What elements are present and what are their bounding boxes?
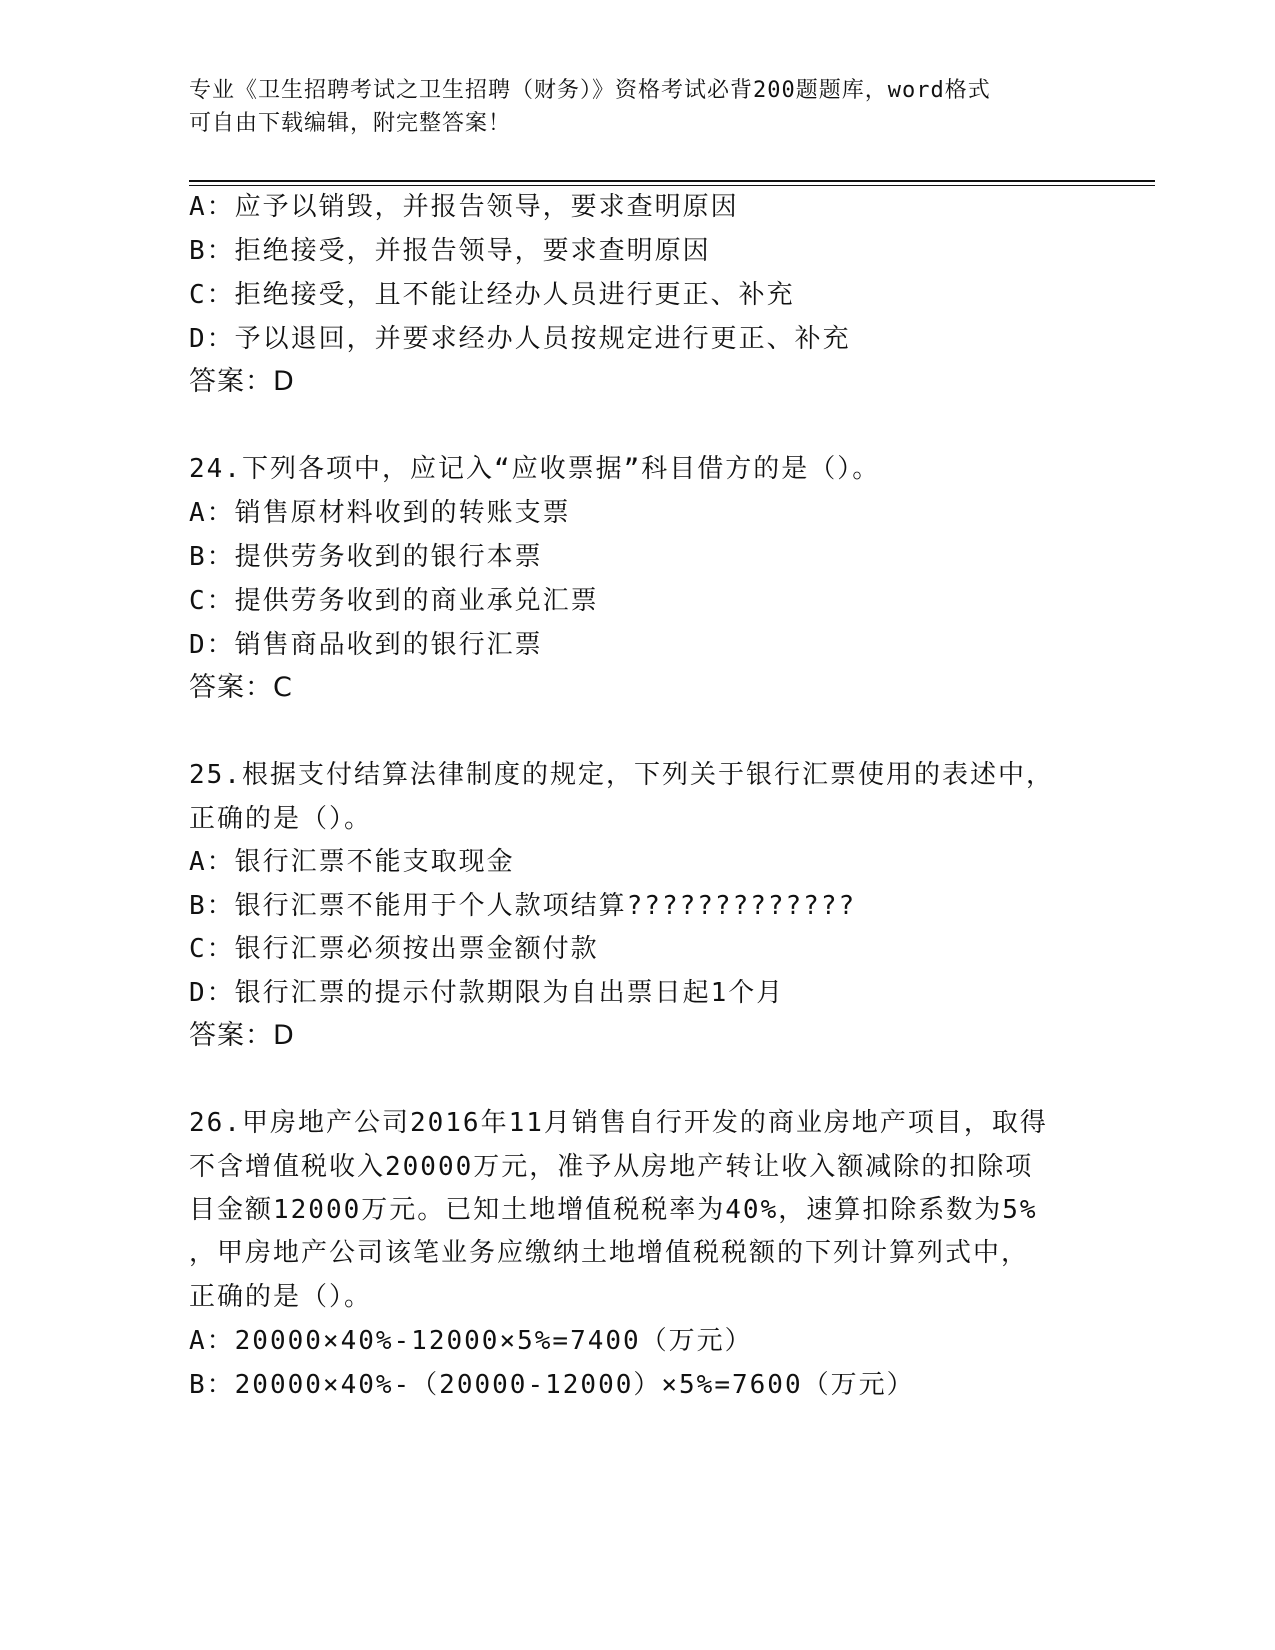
header-divider-thick xyxy=(189,180,1155,182)
q26-option-a: A：20000×40%-12000×5%=7400（万元） xyxy=(189,1326,753,1356)
q24-answer: 答案：C xyxy=(189,672,293,703)
q26-option-b: B：20000×40%-（20000-12000）×5%=7600（万元） xyxy=(189,1370,915,1400)
q25-option-c: C：银行汇票必须按出票金额付款 xyxy=(189,934,599,964)
q23-answer: 答案：D xyxy=(189,366,295,397)
q25-stem-line-1: 25.根据支付结算法律制度的规定，下列关于银行汇票使用的表述中， xyxy=(189,760,1054,790)
header-divider-thin xyxy=(189,185,1155,186)
q25-answer: 答案：D xyxy=(189,1020,295,1051)
q26-stem-line-3: 目金额12000万元。已知土地增值税税率为40%，速算扣除系数为5% xyxy=(189,1195,1038,1225)
q24-option-d: D：销售商品收到的银行汇票 xyxy=(189,630,543,660)
q23-option-b: B：拒绝接受，并报告领导，要求查明原因 xyxy=(189,236,711,266)
q26-stem-line-1: 26.甲房地产公司2016年11月销售自行开发的商业房地产项目，取得 xyxy=(189,1108,1048,1138)
q24-option-b: B：提供劳务收到的银行本票 xyxy=(189,542,543,572)
q24-stem-line-1: 24.下列各项中，应记入“应收票据”科目借方的是（）。 xyxy=(189,454,881,484)
q26-stem-line-2: 不含增值税收入20000万元，准予从房地产转让收入额减除的扣除项 xyxy=(189,1152,1034,1182)
header-title-line-1: 专业《卫生招聘考试之卫生招聘（财务）》资格考试必背200题题库，word格式 xyxy=(189,78,991,103)
header-title-line-2: 可自由下载编辑，附完整答案！ xyxy=(189,111,512,136)
q26-stem-line-4: ，甲房地产公司该笔业务应缴纳土地增值税税额的下列计算列式中， xyxy=(189,1238,1030,1268)
q23-option-d: D：予以退回，并要求经办人员按规定进行更正、补充 xyxy=(189,324,851,354)
q24-option-c: C：提供劳务收到的商业承兑汇票 xyxy=(189,586,599,616)
document-header xyxy=(189,74,1079,140)
q24-option-a: A：销售原材料收到的转账支票 xyxy=(189,498,571,528)
q23-option-c: C：拒绝接受，且不能让经办人员进行更正、补充 xyxy=(189,280,795,310)
q25-option-a: A：银行汇票不能支取现金 xyxy=(189,847,515,877)
q25-option-d: D：银行汇票的提示付款期限为自出票日起1个月 xyxy=(189,978,785,1008)
q26-stem-line-5: 正确的是（）。 xyxy=(189,1282,373,1312)
q25-option-b: B：银行汇票不能用于个人款项结算????????????? xyxy=(189,891,857,921)
q25-stem-line-2: 正确的是（）。 xyxy=(189,804,373,834)
q23-option-a: A：应予以销毁，并报告领导，要求查明原因 xyxy=(189,192,739,222)
